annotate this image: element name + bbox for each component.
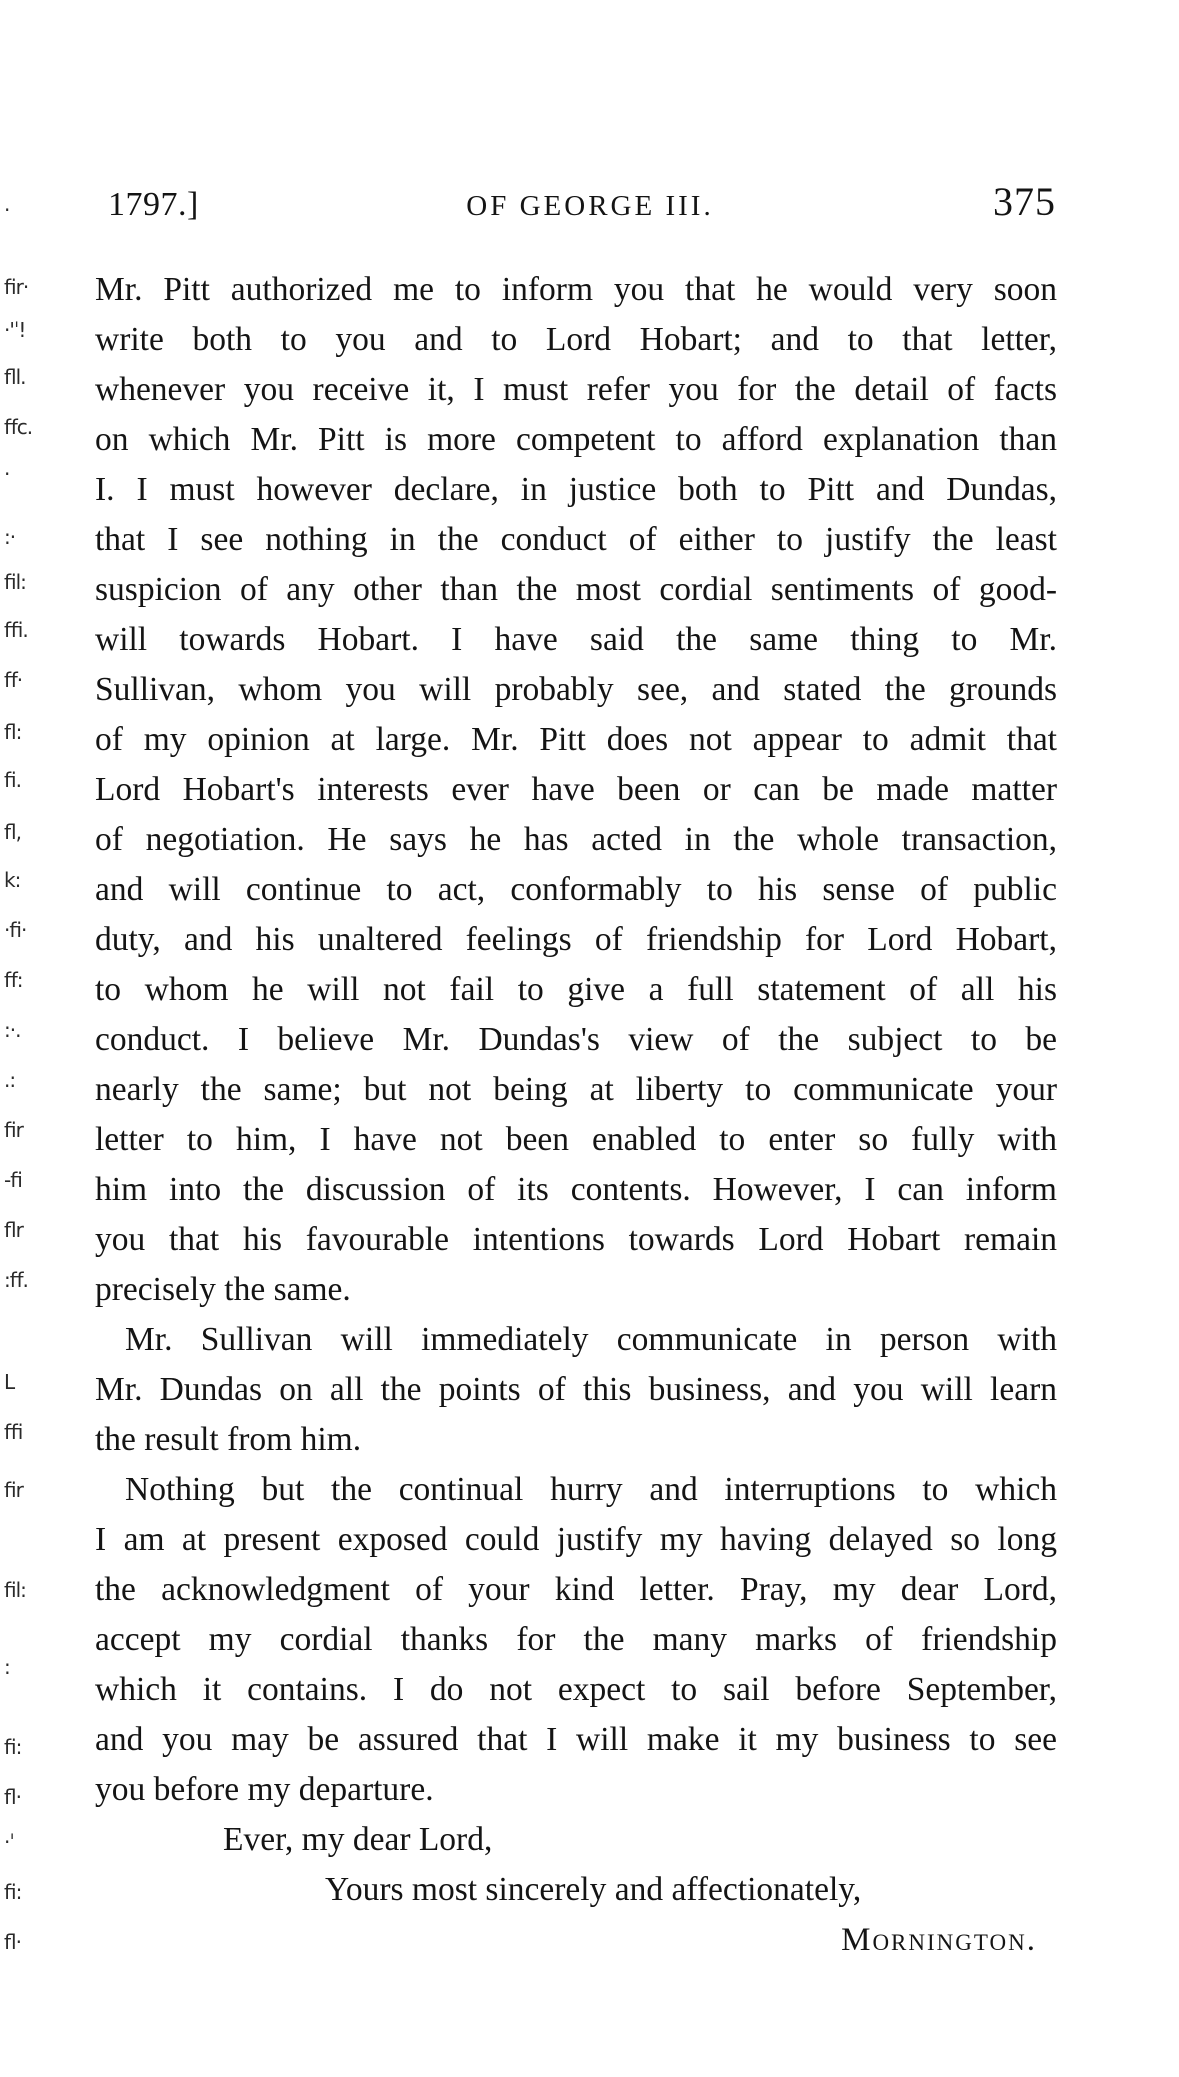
margin-mark: ﬀ· <box>4 668 23 692</box>
header-title: OF GEORGE III. <box>466 190 714 222</box>
text-line: letter to him, I have not been enabled to enter so fully with <box>95 1121 1057 1158</box>
text-line: that I see nothing in the conduct of either to justify the least <box>95 521 1057 558</box>
margin-mark: ﬂ, <box>4 820 21 844</box>
paragraph <box>95 1465 1057 1815</box>
text-line: conduct. I believe Mr. Dundas's view of the subject to be <box>95 1021 1057 1058</box>
margin-mark: ﬃ. <box>4 618 28 642</box>
text-line: Mr. Sullivan will immediately communicate in person with <box>125 1321 1057 1358</box>
text-line: you before my departure. <box>95 1771 434 1808</box>
text-line: the result from him. <box>95 1421 362 1458</box>
margin-mark: ﬂ: <box>4 720 22 744</box>
margin-mark: ﬁl: <box>4 1578 26 1602</box>
text-line: him into the discussion of its contents. However, I can inform <box>95 1171 1057 1208</box>
text-line: of my opinion at large. Mr. Pitt does not appear to admit that <box>95 721 1057 758</box>
margin-mark: ﬀ: <box>4 968 23 992</box>
salutation: Ever, my dear Lord, <box>223 1821 493 1858</box>
margin-mark: .: <box>4 1068 16 1092</box>
margin-mark: ·ˈ <box>4 1830 14 1854</box>
text-line: Nothing but the continual hurry and interruptions to which <box>125 1471 1057 1508</box>
margin-mark: · <box>4 462 10 486</box>
margin-mark: ﬁ: <box>4 1735 22 1759</box>
paragraph <box>95 1315 1057 1465</box>
margin-mark: ﬁr <box>4 1118 23 1142</box>
margin-mark: ﬂr <box>4 1218 23 1242</box>
margin-mark: ﬁl: <box>4 570 26 594</box>
margin-mark: ﬃ <box>4 1420 23 1444</box>
letter-closing <box>95 1815 1057 1965</box>
text-line: which it contains. I do not expect to sail before September, <box>95 1671 1057 1708</box>
margin-mark: -ﬁ <box>4 1168 22 1192</box>
margin-mark: :·. <box>4 1018 21 1042</box>
text-line: will towards Hobart. I have said the same thing to Mr. <box>95 621 1057 658</box>
text-line: write both to you and to Lord Hobart; and to that letter, <box>95 321 1057 358</box>
text-line: I. I must however declare, in justice both to Pitt and Dundas, <box>95 471 1057 508</box>
margin-mark: ﬁ: <box>4 1880 22 1904</box>
margin-mark: k: <box>4 868 21 892</box>
margin-mark: · <box>4 198 10 222</box>
text-line: Sullivan, whom you will probably see, and stated the grounds <box>95 671 1057 708</box>
text-line: the acknowledgment of your kind letter. Pray, my dear Lord, <box>95 1571 1057 1608</box>
text-line: duty, and his unaltered feelings of friendship for Lord Hobart, <box>95 921 1057 958</box>
margin-mark: L <box>4 1370 15 1394</box>
margin-mark: ﬂ· <box>4 1930 21 1954</box>
margin-mark: ﬁr· <box>4 275 29 299</box>
margin-bleed-through <box>0 0 60 2077</box>
text-line: of negotiation. He says he has acted in the whole transaction, <box>95 821 1057 858</box>
margin-mark: ﬁ. <box>4 768 21 792</box>
text-line: nearly the same; but not being at liberty to communicate your <box>95 1071 1057 1108</box>
letter-body <box>95 265 1057 1965</box>
text-line: on which Mr. Pitt is more competent to afford explanation than <box>95 421 1057 458</box>
text-line: accept my cordial thanks for the many marks of friendship <box>95 1621 1057 1658</box>
valediction: Yours most sincerely and affectionately, <box>325 1871 862 1908</box>
header-year: 1797.] <box>108 186 199 223</box>
margin-mark: : <box>4 1655 10 1679</box>
text-line: Lord Hobart's interests ever have been or can be made matter <box>95 771 1057 808</box>
paragraph <box>95 265 1057 1315</box>
text-line: and you may be assured that I will make it my business to see <box>95 1721 1057 1758</box>
text-line: precisely the same. <box>95 1271 351 1308</box>
page-number: 375 <box>993 179 1056 224</box>
margin-mark: ﬀc. <box>4 415 33 439</box>
text-line: Mr. Pitt authorized me to inform you that he would very soon <box>95 271 1057 308</box>
running-header <box>108 178 1056 228</box>
margin-mark: :· <box>4 525 16 549</box>
margin-mark: ﬂl. <box>4 365 26 389</box>
text-line: you that his favourable intentions towards Lord Hobart remain <box>95 1221 1057 1258</box>
margin-mark: ﬂ· <box>4 1785 21 1809</box>
margin-mark: ﬁr <box>4 1478 23 1502</box>
signature: Mornington. <box>841 1922 1037 1958</box>
text-line: to whom he will not fail to give a full statement of all his <box>95 971 1057 1008</box>
margin-mark: :ﬀ. <box>4 1268 28 1292</box>
text-line: and will continue to act, conformably to his sense of public <box>95 871 1057 908</box>
text-line: suspicion of any other than the most cordial sentiments of good- <box>95 571 1057 608</box>
margin-mark: ·'ˈ! <box>4 318 26 342</box>
text-line: Mr. Dundas on all the points of this business, and you will learn <box>95 1371 1057 1408</box>
margin-mark: ·ﬁ· <box>4 918 27 942</box>
text-line: I am at present exposed could justify my having delayed so long <box>95 1521 1057 1558</box>
text-line: whenever you receive it, I must refer you for the detail of facts <box>95 371 1057 408</box>
